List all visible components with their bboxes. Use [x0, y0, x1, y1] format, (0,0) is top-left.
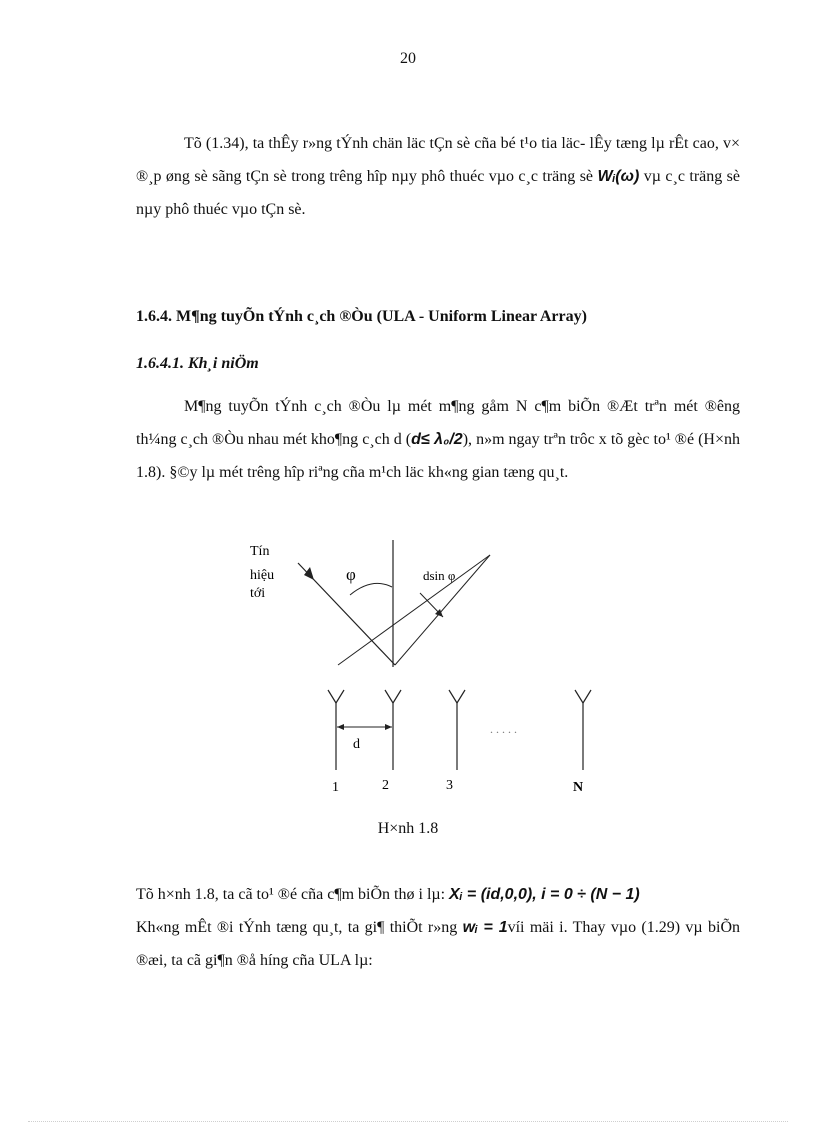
- paragraph-definition: [136, 390, 740, 489]
- page-number: 20: [400, 50, 416, 67]
- sensor-2: [385, 690, 401, 770]
- angle-arc: [350, 583, 392, 595]
- incident-label-line2: hiệu: [250, 568, 275, 583]
- paragraph-intro-text: Tõ (1.34), ta thÊy r»ng tÝnh chän läc tÇn sè cña bé t¹o tia läc- lÊy tæng lµ rÊt cao, v× ®¸p øng sè sãng tÇn sè trong trêng hîp nµy phô thuéc vµo c¸c träng sè: [136, 135, 740, 185]
- paragraph-definition-text: M¶ng tuyÕn tÝnh c¸ch ®Òu lµ mét m¶ng gåm N c¶m biÕn ®Æt trªn mét ®êng th¼ng c¸ch ®Òu nhau mét kho¶ng c¸ch d (: [136, 398, 740, 448]
- page-bottom-border: [28, 1121, 788, 1122]
- spacing-condition: d≤ λ₀/2: [411, 431, 463, 448]
- spacing-label: d: [353, 737, 360, 752]
- paragraph-assumption-text: Kh«ng mÊt ®i tÝnh tæng qu¸t, ta gi¶ thiÕt r»ng: [136, 919, 463, 936]
- weight-formula: Wᵢ(ω): [597, 168, 640, 185]
- angle-label: φ: [346, 565, 356, 584]
- sensor-label-2: 2: [382, 778, 389, 793]
- incident-label-line3: tới: [250, 586, 266, 601]
- paragraph-coordinates: [136, 878, 740, 977]
- incident-label-line1: Tín: [250, 544, 270, 559]
- paragraph-intro: [136, 127, 740, 226]
- paragraph-definition-text-cont: ), n»m ngay trªn trôc x tõ gèc to¹ ®é (H×nh 1.8). §©y lµ mét trêng hîp riªng cña m¹ch läc kh«ng gian tæng qu¸t.: [136, 431, 740, 481]
- sensor-label-n: N: [573, 780, 584, 795]
- figure-caption: H×nh 1.8: [377, 820, 439, 837]
- sensor-n: [575, 690, 591, 770]
- sensor-label-1: 1: [332, 780, 339, 795]
- paragraph-intro-tail: vµ c¸c träng sè nµy phô thuéc vµo tÇn sè.: [136, 168, 741, 218]
- sensor-label-3: 3: [446, 778, 453, 793]
- paragraph-coordinates-text: Tõ h×nh 1.8, ta cã to¹ ®é cña c¶m biÕn thø i lµ:: [136, 886, 450, 903]
- section-heading: 1.6.4. M¶ng tuyÕn tÝnh c¸ch ®Òu (ULA - Uniform Linear Array): [136, 308, 587, 325]
- subsection-heading: 1.6.4.1. Kh¸i niÖm: [136, 355, 259, 372]
- path-difference-label: dsin φ: [423, 568, 456, 583]
- ellipsis: . . . . .: [490, 722, 517, 736]
- ray-arrow-icon: [304, 567, 314, 580]
- ula-figure: [240, 535, 620, 800]
- weight-assumption-formula: wᵢ = 1: [462, 919, 508, 936]
- spacing-arrow-right-icon: [385, 724, 392, 730]
- sensor-3: [449, 690, 465, 770]
- wavefront-line-1: [338, 555, 490, 665]
- spacing-arrow-left-icon: [337, 724, 344, 730]
- paragraph-assumption-text-cont: víi mäi i. Thay vµo (1.29) vµ biÕn ®æi, ta cã gi¶n ®å híng cña ULA lµ:: [136, 919, 740, 969]
- sensor-1: [328, 690, 344, 770]
- sensor-coordinate-formula: Xᵢ = (id,0,0), i = 0 ÷ (N − 1): [449, 886, 640, 903]
